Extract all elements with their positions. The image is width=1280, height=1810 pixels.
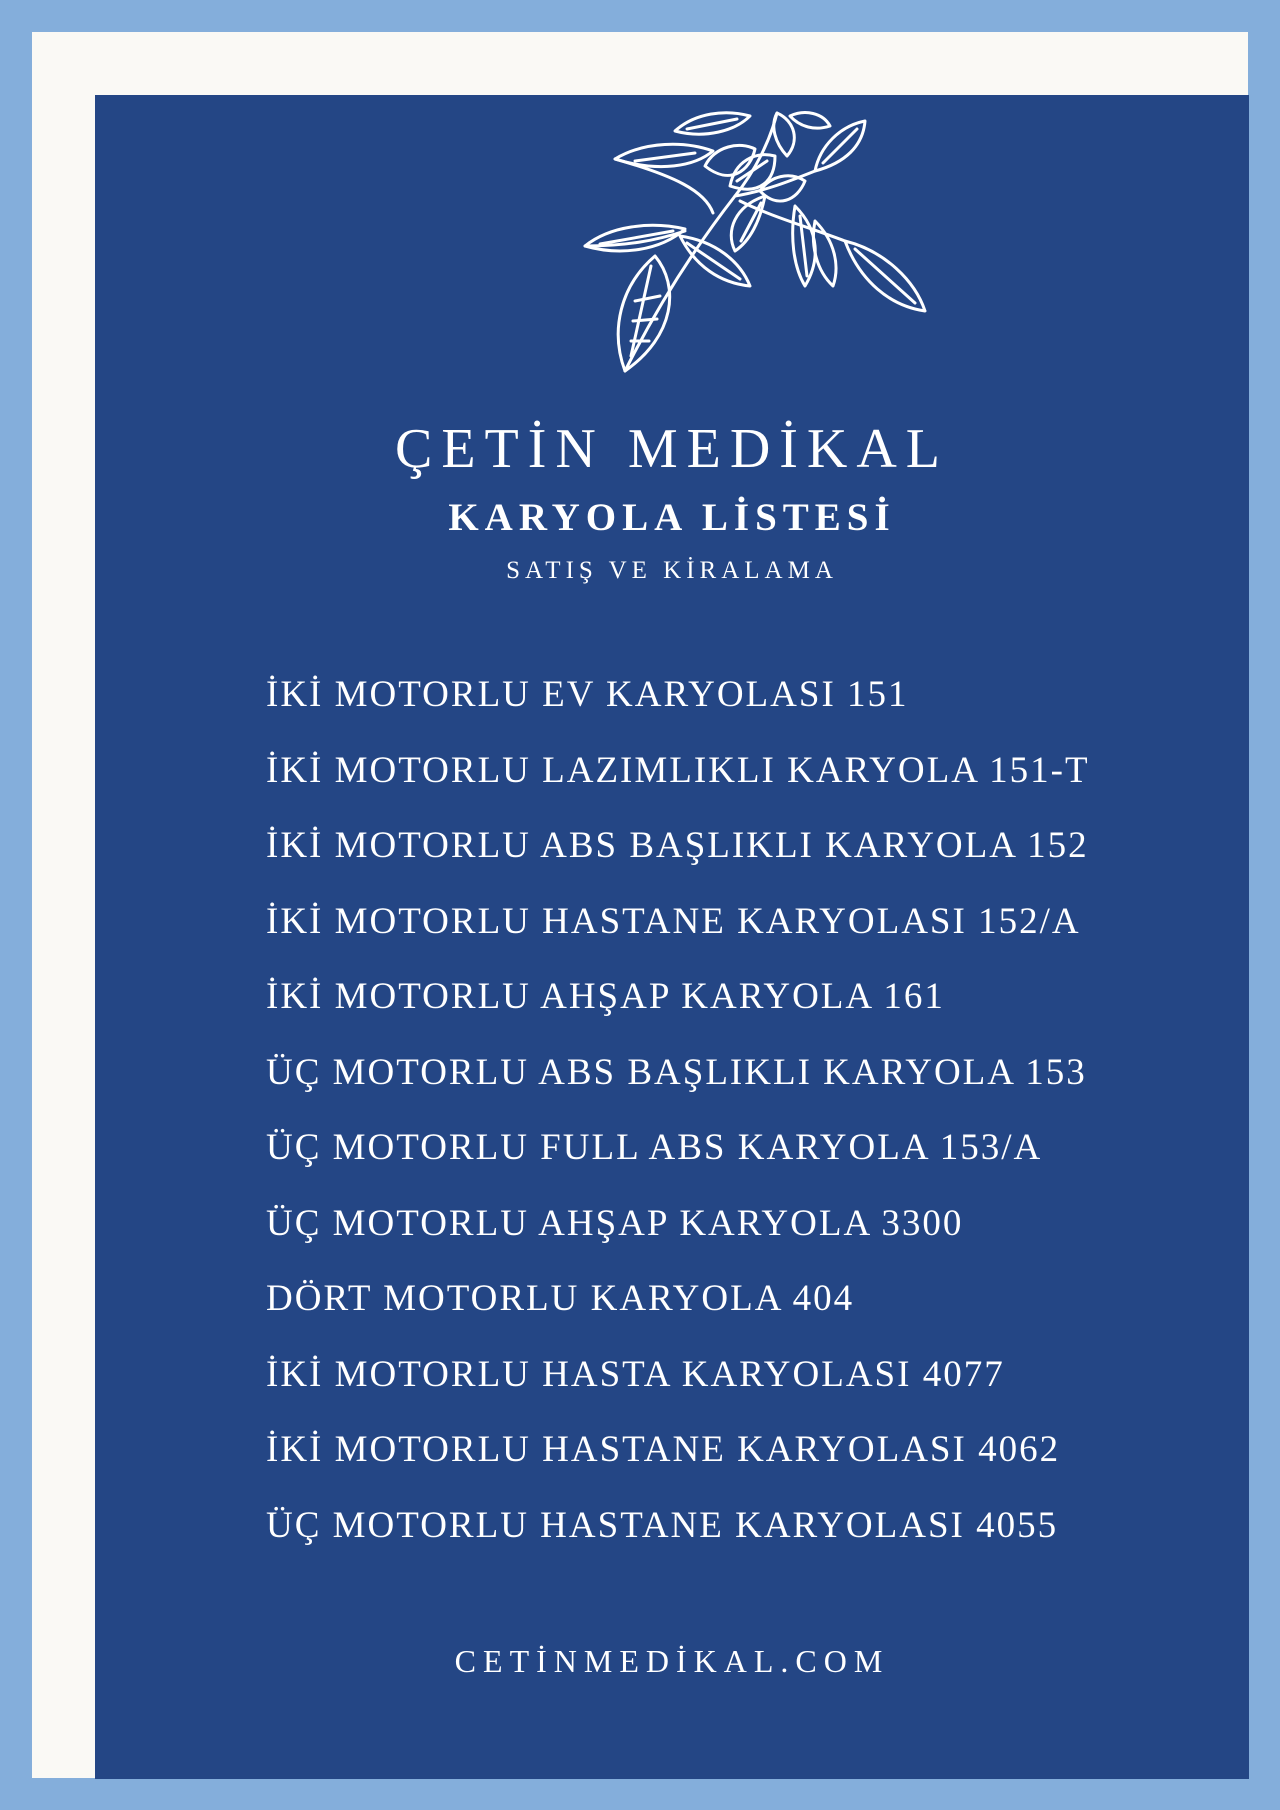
list-item: DÖRT MOTORLU KARYOLA 404 [266, 1278, 855, 1319]
list-item: İKİ MOTORLU ABS BAŞLIKLI KARYOLA 152 [266, 825, 1089, 866]
list-item: ÜÇ MOTORLU ABS BAŞLIKLI KARYOLA 153 [266, 1051, 1087, 1093]
list-item: İKİ MOTORLU HASTA KARYOLASI 4077 [266, 1353, 1005, 1395]
leaf-branch-icon [565, 101, 945, 381]
list-item: ÜÇ MOTORLU AHŞAP KARYOLA 3300 [266, 1202, 964, 1244]
list-item: ÜÇ MOTORLU HASTANE KARYOLASI 4055 [266, 1504, 1059, 1546]
brand-title: ÇETİN MEDİKAL [394, 418, 950, 480]
list-title: KARYOLA LİSTESİ [448, 496, 896, 539]
white-frame [32, 32, 1248, 1778]
list-item: İKİ MOTORLU HASTANE KARYOLASI 4062 [266, 1429, 1061, 1470]
list-item: İKİ MOTORLU LAZIMLIKLI KARYOLA 151-T [266, 749, 1090, 791]
product-list [266, 657, 1090, 1563]
website-url: CETİNMEDİKAL.COM [454, 1643, 890, 1679]
navy-panel [95, 95, 1249, 1779]
list-item: İKİ MOTORLU EV KARYOLASI 151 [266, 674, 909, 715]
list-item: ÜÇ MOTORLU FULL ABS KARYOLA 153/A [266, 1127, 1043, 1168]
list-item: İKİ MOTORLU HASTANE KARYOLASI 152/A [266, 900, 1081, 942]
list-item: İKİ MOTORLU AHŞAP KARYOLA 161 [266, 976, 945, 1017]
subtitle: SATIŞ VE KİRALAMA [506, 557, 838, 584]
